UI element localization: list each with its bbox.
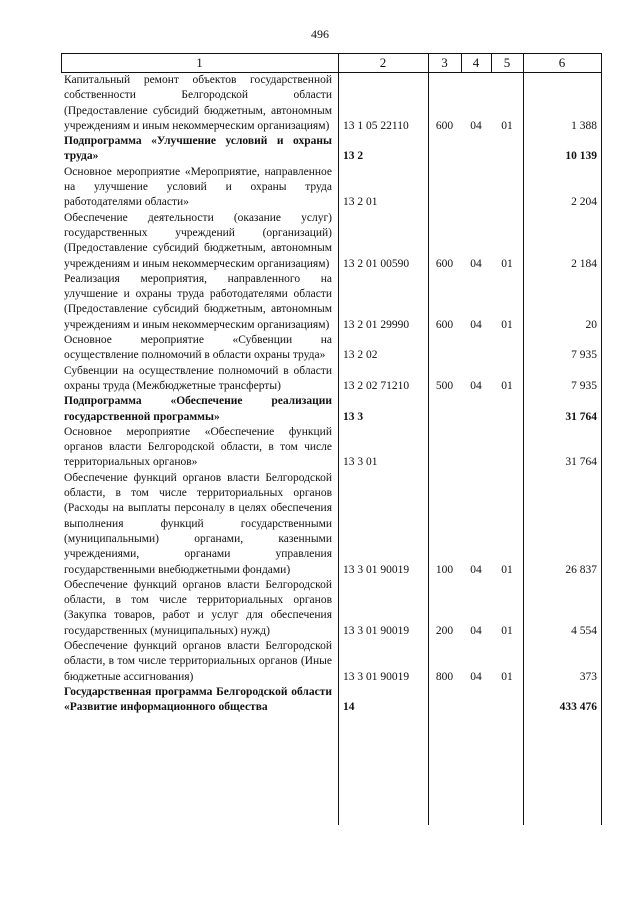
row-expense-type: 600 (435, 318, 454, 331)
row-subsection: 01 (501, 624, 513, 637)
row-code: 13 2 02 (343, 349, 378, 362)
column-divider (461, 53, 462, 72)
row-amount: 31 764 (565, 410, 597, 423)
table-row (61, 425, 601, 471)
row-code: 13 1 05 22110 (343, 119, 409, 132)
table-row (61, 165, 601, 211)
row-description: Обеспечение функций органов власти Белгородской области, в том числе территориальных органов (Иные бюджетные ассигнования) (64, 639, 332, 683)
row-section: 04 (470, 257, 482, 270)
page-number: 496 (311, 27, 329, 41)
header-col-2: 2 (379, 55, 387, 70)
table-row (61, 364, 601, 395)
row-expense-type: 500 (435, 379, 454, 392)
header-col-6: 6 (558, 55, 566, 70)
row-amount: 4 554 (571, 624, 597, 637)
table-border-left (61, 53, 62, 72)
row-subsection: 01 (501, 318, 513, 331)
row-section: 04 (470, 318, 482, 331)
row-code: 13 3 01 90019 (343, 563, 410, 576)
row-expense-type: 800 (435, 670, 454, 683)
row-description: Обеспечение функций органов власти Белгородской области, в том числе территориальных органов (Закупка товаров, работ и услуг для обеспечения государственных (муниципальных) нужд) (64, 578, 332, 637)
row-amount: 31 764 (565, 456, 597, 469)
row-amount: 10 139 (565, 150, 597, 163)
row-subsection: 01 (501, 563, 513, 576)
row-description: Основное мероприятие «Мероприятие, направленное на улучшение условий и охраны труда работодателями области» (64, 165, 332, 209)
row-section: 04 (470, 119, 482, 132)
row-section: 04 (470, 563, 482, 576)
row-description: Подпрограмма «Улучшение условий и охраны труда» (64, 135, 332, 163)
row-description: Обеспечение функций органов власти Белгородской области, в том числе территориальных органов (Расходы на выплаты персоналу в целях обеспечения выполнения функций государственными (муниципальными) органами, казенными учреждениями, органами управления государственными внебюджетными фондами) (64, 471, 332, 576)
header-col-3: 3 (441, 55, 448, 70)
row-expense-type: 100 (435, 563, 454, 576)
row-expense-type: 200 (435, 624, 454, 637)
row-code: 13 2 (343, 150, 364, 163)
header-col-1: 1 (196, 55, 203, 70)
row-amount: 7 935 (571, 349, 597, 362)
row-code: 13 3 (343, 410, 364, 423)
row-description: Обеспечение деятельности (оказание услуг) государственных учреждений (организаций) (Предоставление субсидий бюджетным, автономным учреждениям и иным некоммерческим организациям) (64, 211, 332, 270)
row-expense-type: 600 (435, 257, 454, 270)
header-col-5: 5 (503, 55, 511, 70)
row-subsection: 01 (501, 119, 513, 132)
row-code: 13 2 01 (343, 196, 378, 209)
column-divider (491, 53, 492, 72)
column-divider (428, 53, 429, 825)
row-section: 04 (470, 670, 482, 683)
row-code: 13 2 02 71210 (343, 379, 410, 392)
table-row (61, 211, 601, 272)
row-subsection: 01 (501, 257, 513, 270)
row-description: Капитальный ремонт объектов государственной собственности Белгородской области (Предоставление субсидий бюджетным, автономным учреждениям и иным некоммерческим организациям) (64, 74, 332, 132)
row-section: 04 (470, 379, 482, 392)
row-code: 13 2 01 29990 (343, 318, 410, 331)
table-row (61, 685, 601, 716)
table-row (61, 471, 601, 578)
row-expense-type: 600 (435, 119, 454, 132)
table-row (61, 639, 601, 685)
table-row (61, 578, 601, 639)
row-amount: 2 184 (571, 257, 597, 270)
row-description: Реализация мероприятия, направленного на улучшение и охраны труда работодателями области (Предоставление субсидий бюджетным, автономным учреждениям и иным некоммерческим организациям) (64, 272, 332, 331)
table-row (61, 73, 601, 134)
row-code: 13 2 01 00590 (343, 257, 410, 270)
column-divider (523, 53, 524, 825)
row-code: 14 (343, 701, 355, 714)
table-row (61, 134, 601, 165)
column-divider (338, 53, 339, 825)
table-row (61, 394, 601, 425)
row-amount: 2 204 (571, 196, 597, 209)
table-row (61, 333, 601, 364)
row-section: 04 (470, 624, 482, 637)
row-description: Субвенции на осуществление полномочий в области охраны труда (Межбюджетные трансферты) (64, 364, 332, 392)
row-code: 13 3 01 90019 (343, 670, 410, 683)
row-description: Основное мероприятие «Обеспечение функций органов власти Белгородской области, в том числе территориальных органов» (64, 425, 332, 469)
row-subsection: 01 (501, 670, 513, 683)
table-border-right (601, 53, 602, 825)
row-subsection: 01 (501, 379, 513, 392)
row-code: 13 3 01 (343, 456, 378, 469)
row-code: 13 3 01 90019 (343, 624, 410, 637)
row-amount: 7 935 (571, 379, 597, 392)
row-description: Подпрограмма «Обеспечение реализации государственной программы» (64, 395, 332, 423)
table-row (61, 272, 601, 333)
header-col-4: 4 (472, 55, 480, 70)
budget-table (61, 53, 601, 715)
row-amount: 433 476 (559, 701, 597, 714)
row-description: Государственная программа Белгородской области «Развитие информационного общества (64, 685, 332, 714)
row-amount: 26 837 (565, 563, 597, 576)
table-header (61, 53, 601, 73)
row-amount: 373 (579, 670, 597, 683)
row-amount: 1 388 (571, 119, 597, 132)
row-description: Основное мероприятие «Субвенции на осуществление полномочий в области охраны труда» (64, 334, 332, 362)
table-body (61, 73, 601, 715)
row-amount: 20 (585, 318, 597, 331)
